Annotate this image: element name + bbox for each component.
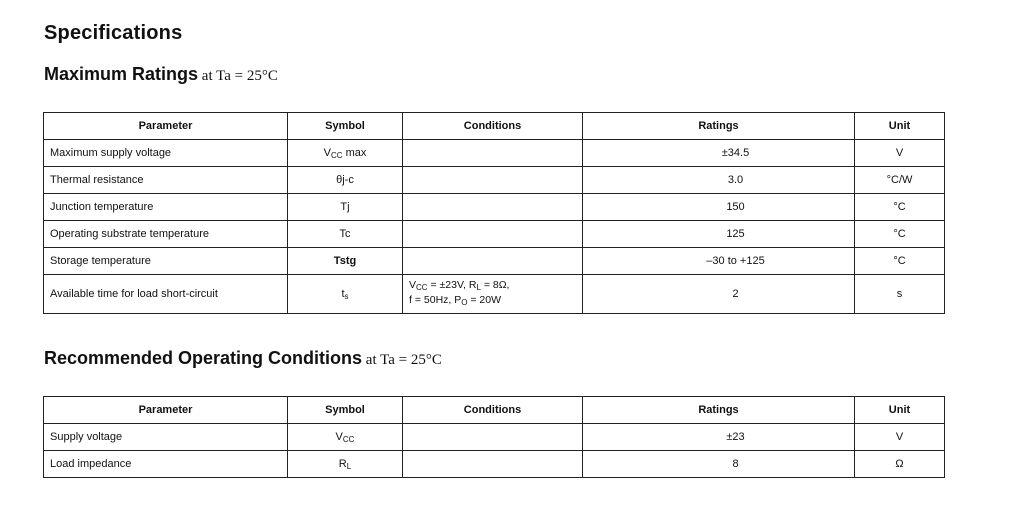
unit-cell: °C — [855, 248, 945, 275]
max-ratings-condition: at Ta = 25°C — [198, 68, 278, 84]
parameter-cell: Available time for load short-circuit — [44, 275, 288, 314]
parameter-cell: Thermal resistance — [44, 167, 288, 194]
parameter-cell: Operating substrate temperature — [44, 221, 288, 248]
header-symbol: Symbol — [288, 397, 403, 424]
ratings-cell: 3.0 — [583, 167, 855, 194]
table-header-row — [44, 397, 945, 424]
parameter-cell: Maximum supply voltage — [44, 140, 288, 167]
symbol-cell: $V_{CC}$ max — [288, 140, 403, 167]
conditions-cell — [403, 248, 583, 275]
conditions-line-2: f = 50Hz, $P_O = 20W$ — [409, 294, 502, 307]
symbol-cell: Tc — [288, 221, 403, 248]
header-unit: Unit — [855, 397, 945, 424]
table-header-row — [44, 113, 945, 140]
table-row — [44, 221, 945, 248]
unit-cell: s — [855, 275, 945, 314]
max-ratings-title — [44, 64, 278, 85]
header-conditions: Conditions — [403, 397, 583, 424]
conditions-cell — [403, 140, 583, 167]
ratings-cell: 8 — [583, 451, 855, 478]
ratings-cell: ±23 — [583, 424, 855, 451]
symbol-cell: Tj — [288, 194, 403, 221]
symbol-cell: $t_s$ — [288, 275, 403, 314]
symbol-cell: $V_{CC}$ — [288, 424, 403, 451]
conditions-cell — [403, 194, 583, 221]
symbol-cell: $R_L$ — [288, 451, 403, 478]
unit-cell: Ω — [855, 451, 945, 478]
table-row — [44, 140, 945, 167]
unit-cell: V — [855, 140, 945, 167]
conditions-cell — [403, 451, 583, 478]
table-row — [44, 167, 945, 194]
recommended-condition: at Ta = 25°C — [362, 352, 442, 368]
ratings-cell: 150 — [583, 194, 855, 221]
unit-cell: °C — [855, 221, 945, 248]
page-title: Specifications — [44, 22, 183, 44]
table-row — [44, 248, 945, 275]
header-unit: Unit — [855, 113, 945, 140]
ratings-cell: 125 — [583, 221, 855, 248]
header-parameter: Parameter — [44, 113, 288, 140]
ratings-cell: –30 to +125 — [583, 248, 855, 275]
conditions-cell — [403, 167, 583, 194]
conditions-line-1: $V_{CC} = \pm 23V$, $R_L = 8\Omega$, — [409, 279, 510, 292]
header-parameter: Parameter — [44, 397, 288, 424]
parameter-cell: Supply voltage — [44, 424, 288, 451]
table-row — [44, 451, 945, 478]
unit-cell: V — [855, 424, 945, 451]
max-ratings-table — [43, 112, 945, 314]
table-row — [44, 194, 945, 221]
conditions-cell — [403, 221, 583, 248]
max-ratings-heading: Maximum Ratings — [44, 64, 199, 84]
ratings-cell: ±34.5 — [583, 140, 855, 167]
conditions-cell — [403, 275, 583, 314]
header-symbol: Symbol — [288, 113, 403, 140]
recommended-heading: Recommended Operating Conditions — [44, 348, 363, 368]
recommended-table — [43, 396, 945, 478]
header-ratings: Ratings — [583, 397, 855, 424]
unit-cell: °C/W — [855, 167, 945, 194]
table-row — [44, 424, 945, 451]
recommended-title — [44, 348, 442, 369]
symbol-cell: Tstg — [288, 248, 403, 275]
unit-cell: °C — [855, 194, 945, 221]
parameter-cell: Storage temperature — [44, 248, 288, 275]
table-row — [44, 275, 945, 314]
parameter-cell: Load impedance — [44, 451, 288, 478]
symbol-cell: θj-c — [288, 167, 403, 194]
conditions-cell — [403, 424, 583, 451]
ratings-cell: 2 — [583, 275, 855, 314]
parameter-cell: Junction temperature — [44, 194, 288, 221]
header-conditions: Conditions — [403, 113, 583, 140]
header-ratings: Ratings — [583, 113, 855, 140]
